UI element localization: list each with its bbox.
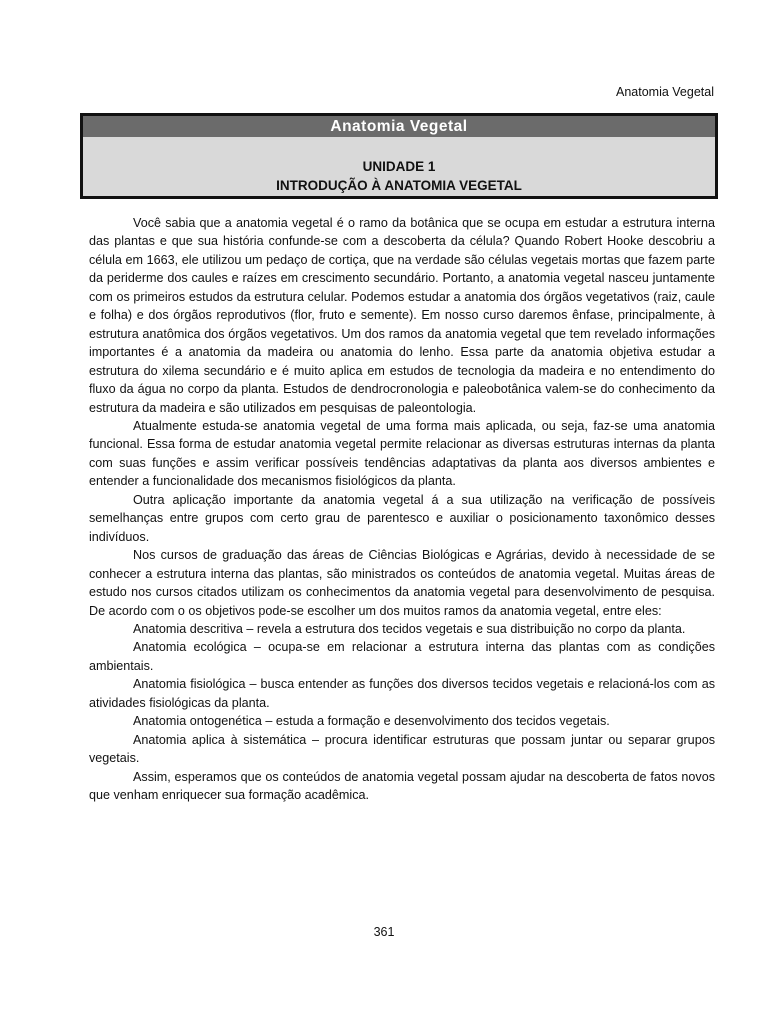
- paragraph: Assim, esperamos que os conteúdos de anatomia vegetal possam ajudar na descoberta de fatos novos que venham enriquecer sua formação acadêmica.: [89, 769, 715, 803]
- paragraph: Anatomia ecológica – ocupa-se em relacionar a estrutura interna das plantas com as condições ambientais.: [89, 640, 715, 673]
- unit-label: UNIDADE 1: [362, 159, 436, 174]
- chapter-banner: Anatomia Vegetal: [83, 116, 715, 137]
- paragraph: Você sabia que a anatomia vegetal é o ramo da botânica que se ocupa em estudar a estrutura interna das plantas e que sua história confunde-se com a descoberta da célula? Quando Robert Hooke descobriu a célula em 1663, ele utilizou um pedaço de cortiça, que na verdade são células vegetais mortas que fazem parte da periderme dos caules e raízes em crescimento secundário. Portanto, a anatomia vegetal nasceu juntamente com os primeiros estudos da estrutura celular. Podemos estudar a anatomia dos órgãos vegetativos (raiz, caule e folha) e dos órgãos reprodutivos (flor, fruto e semente). Em nosso curso daremos ênfase, principalmente, à estrutura anatômica dos órgãos vegetativos. Um dos ramos da anatomia vegetal que tem revelado informações importantes é a anatomia da madeira ou anatomia do lenho. Essa parte da anatomia objetiva estudar a estrutura do xilema secundário e é muito aplica em estudos de tecnologia da madeira e no entendimento do fluxo da água no corpo da planta. Estudos de dendrocronologia e paleobotânica valem-se do conhecimento da estrutura da madeira e são utilizados em pesquisas de paleontologia.: [89, 216, 715, 415]
- page-number: 361: [373, 925, 395, 939]
- paragraph: Anatomia aplica à sistemática – procura identificar estruturas que possam juntar ou separar grupos vegetais.: [89, 732, 715, 766]
- unit-subtitle: INTRODUÇÃO À ANATOMIA VEGETAL: [276, 178, 522, 193]
- body-text: [89, 214, 715, 805]
- paragraph: Anatomia fisiológica – busca entender as funções dos diversos tecidos vegetais e relacioná-los com as atividades fisiológicas da planta.: [89, 677, 715, 710]
- paragraph: Nos cursos de graduação das áreas de Ciências Biológicas e Agrárias, devido à necessidade de se conhecer a estrutura interna das plantas, são ministrados os conteúdos de anatomia vegetal. Muitas áreas de estudo nos cursos citados utilizam os conhecimentos da anatomia vegetal para desenvolvimento de pesquisa. De acordo com o os objetivos pode-se escolher um dos muitos ramos da anatomia vegetal, entre eles:: [89, 548, 715, 618]
- paragraph: Anatomia ontogenética – estuda a formação e desenvolvimento dos tecidos vegetais.: [133, 714, 610, 729]
- paragraph: Outra aplicação importante da anatomia vegetal á a sua utilização na verificação de possíveis semelhanças entre grupos com certo grau de parentesco e auxiliar o posicionamento taxonômico desses indivíduos.: [89, 492, 715, 544]
- paragraph: Atualmente estuda-se anatomia vegetal de uma forma mais aplicada, ou seja, faz-se uma anatomia funcional. Essa forma de estudar anatomia vegetal permite relacionar as diversas estruturas internas da planta com suas funções e assim verificar possíveis tendências adaptativas da planta aos diversos ambientes e entender a funcionalidade dos mecanismos fisiológicos da planta.: [89, 418, 715, 489]
- running-header: Anatomia Vegetal: [616, 85, 714, 99]
- chapter-title-box: [80, 113, 718, 199]
- paragraph: Anatomia descritiva – revela a estrutura dos tecidos vegetais e sua distribuição no corpo da planta.: [133, 621, 686, 636]
